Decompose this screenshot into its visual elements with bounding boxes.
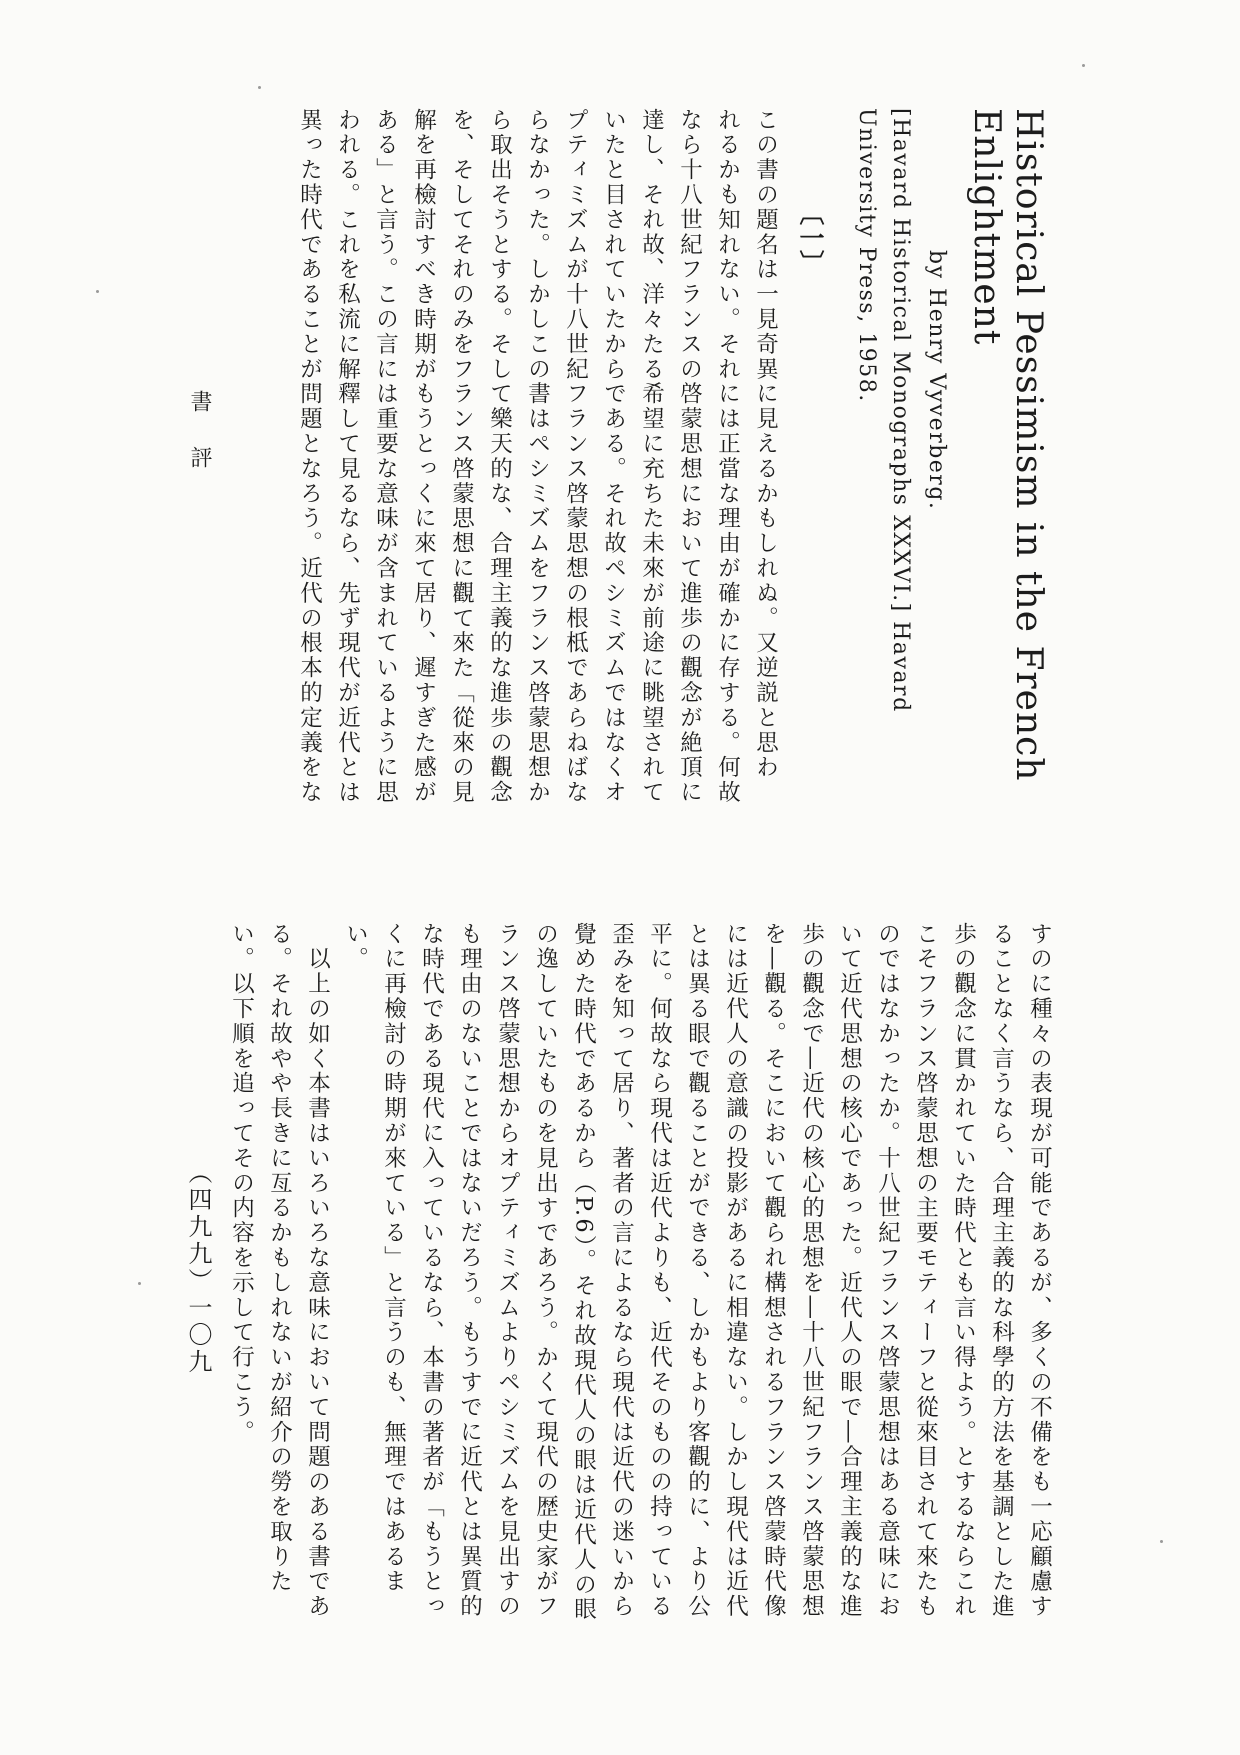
body-column: らなかった。しかしこの書はペシミズムをフランス啓蒙思想か xyxy=(524,108,551,806)
body-column: なら十八世紀フランスの啓蒙思想において進歩の觀念が絶頂に xyxy=(676,108,703,806)
body-column: には近代人の意識の投影があるに相違ない。しかし現代は近代 xyxy=(722,922,749,1620)
running-section-label: 書評 xyxy=(187,390,212,502)
body-column: ある」と言う。この言には重要な意味が含まれているように思 xyxy=(372,108,399,806)
body-column: とは異る眼で觀ることができる、しかもより客觀的に、より公 xyxy=(684,922,711,1620)
body-column: ることなく言うなら、合理主義的な科學的方法を基調とした進 xyxy=(988,922,1015,1620)
body-column: こそフランス啓蒙思想の主要モティーフと從來目されて來たも xyxy=(912,922,939,1620)
body-column: も理由のないことではないだろう。もうすでに近代とは異質的 xyxy=(456,922,483,1620)
body-column: くに再檢討の時期が來ている」と言うのも、無理ではあるま xyxy=(380,922,407,1595)
body-column: を―觀る。そこにおいて觀られ構想されるフランス啓蒙時代像 xyxy=(760,922,787,1620)
scan-speck xyxy=(96,290,99,293)
body-column: い。以下順を追ってその内容を示して行こう。 xyxy=(228,922,255,1445)
body-column: 覺めた時代であるから（P.6）。それ故現代人の眼は近代人の眼 xyxy=(570,922,597,1623)
section-marker: 〔一〕 xyxy=(796,200,825,275)
body-column: 歩の觀念に貫かれていた時代とも言い得よう。とするならこれ xyxy=(950,922,977,1620)
review-series-line-1: [Havard Historical Monographs XXXVI.] Havard xyxy=(888,108,913,713)
body-column: い。 xyxy=(342,922,369,972)
body-column: プティミズムが十八世紀フランス啓蒙思想の根柢であらねばな xyxy=(562,108,589,806)
scan-speck xyxy=(1082,64,1085,67)
body-column: われる。これを私流に解釋して見るなら、先ず現代が近代とは xyxy=(334,108,361,806)
review-series-line-2: University Press, 1958. xyxy=(854,108,879,403)
body-column: この書の題名は一見奇異に見えるかもしれぬ。又逆説と思わ xyxy=(752,108,779,781)
body-column: る。それ故やや長きに亙るかもしれないが紹介の勞を取りた xyxy=(266,922,293,1595)
body-column: のではなかったか。十八世紀フランス啓蒙思想はある意味にお xyxy=(874,922,901,1620)
body-column: いたと目されていたからである。それ故ペシミズムではなくオ xyxy=(600,108,627,806)
body-column: 達し、それ故、洋々たる希望に充ちた未來が前途に眺望されて xyxy=(638,108,665,806)
body-column: 歩の觀念で―近代の核心的思想を―十八世紀フランス啓蒙思想 xyxy=(798,922,825,1620)
body-column: 歪みを知って居り、著者の言によるなら現代は近代の迷いから xyxy=(608,922,635,1620)
body-column: ランス啓蒙思想からオプティミズムよりペシミズムを見出すの xyxy=(494,922,521,1620)
page-number: （四九九）一〇九 xyxy=(184,1160,212,1376)
body-column: ら取出そうとする。そして樂天的な、合理主義的な進歩の觀念 xyxy=(486,108,513,806)
scan-speck xyxy=(138,1282,141,1285)
scan-speck xyxy=(258,86,261,89)
body-column: 平に。何故なら現代は近代よりも、近代そのものの持っている xyxy=(646,922,673,1620)
body-column: 解を再檢討すべき時期がもうとっくに來て居り、遲すぎた感が xyxy=(410,108,437,806)
body-column: 以上の如く本書はいろいろな意味において問題のある書であ xyxy=(304,922,331,1620)
review-byline: by Henry Vyverberg. xyxy=(924,250,949,511)
body-column: いて近代思想の核心であった。近代人の眼で―合理主義的な進 xyxy=(836,922,863,1620)
body-column: を、そしてそれのみをフランス啓蒙思想に觀て來た「從來の見 xyxy=(448,108,475,806)
review-title-line-2: Enlightment xyxy=(966,108,1007,346)
body-column: 異った時代であることが問題となろう。近代の根本的定義をな xyxy=(296,108,323,806)
body-column: の逸していたものを見出すであろう。かくて現代の歴史家がフ xyxy=(532,922,559,1620)
scan-speck xyxy=(1160,1540,1163,1543)
review-title-line-1: Historical Pessimism in the French xyxy=(1008,108,1049,782)
body-column: すのに種々の表現が可能であるが、多くの不備をも一応顧慮す xyxy=(1026,922,1053,1620)
body-column: な時代である現代に入っているなら、本書の著者が「もうとっ xyxy=(418,922,445,1620)
body-column: れるかも知れない。それには正當な理由が確かに存する。何故 xyxy=(714,108,741,806)
